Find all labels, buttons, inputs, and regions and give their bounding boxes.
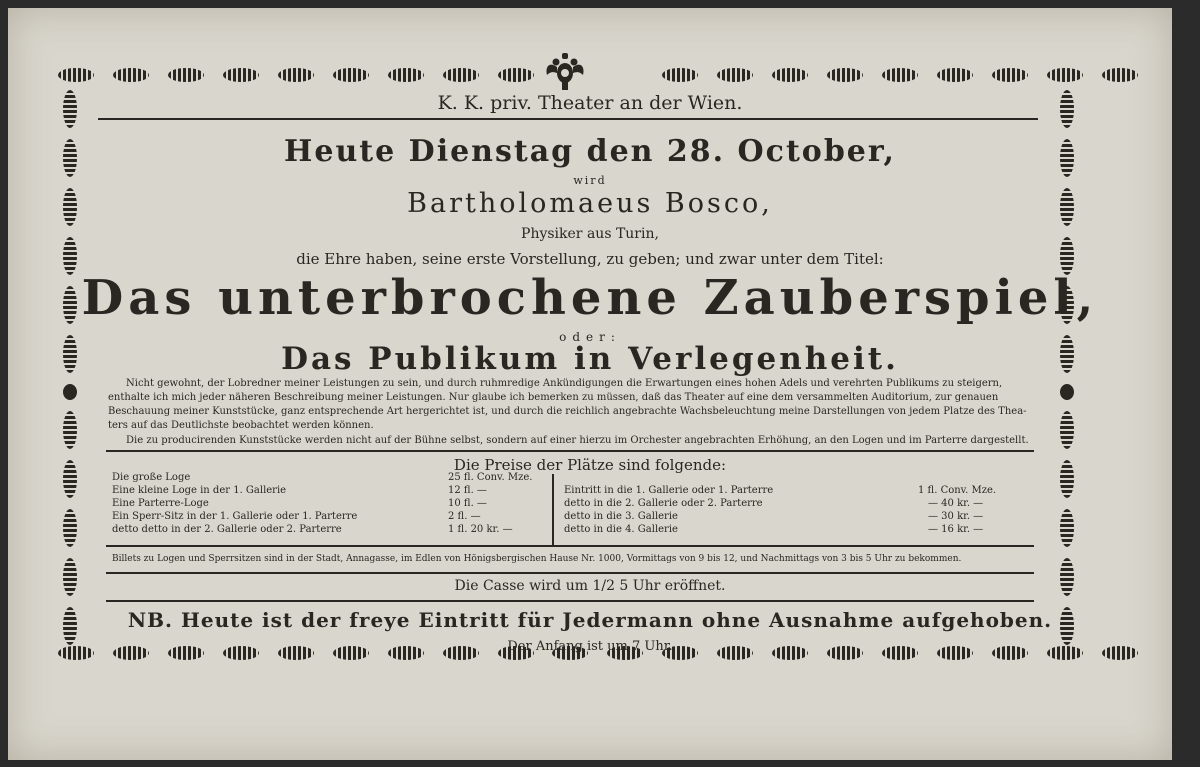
paragraph-line: ters auf das Deutlichste beobachtet werden können. (108, 420, 374, 431)
prices-column-divider (552, 474, 554, 546)
date-line: Heute Dienstag den 28. October, (284, 134, 896, 169)
start-time: Der Anfang ist um 7 Uhr. (507, 639, 673, 654)
wird-text: wird (573, 174, 607, 187)
divider-rule (106, 450, 1034, 452)
divider-rule (98, 118, 1038, 120)
price-left-value: 2 fl. — (448, 511, 481, 522)
profession-text: Physiker aus Turin, (521, 226, 659, 242)
intro-text: die Ehre haben, seine erste Vorstellung, zu geben; und zwar unter dem Titel: (296, 250, 884, 268)
ticket-info: Billets zu Logen und Sperrsitzen sind in der Stadt, Annagasse, im Edlen von Hönigsbergischen Hause Nr. 1000, Vormittags von 9 bis 12, und Nachmittags von 3 bis 5 Uhr zu bekommen. (112, 554, 962, 564)
theater-name: K. K. priv. Theater an der Wien. (437, 92, 743, 114)
divider-rule (106, 600, 1034, 602)
divider-rule (106, 545, 1034, 547)
divider-rule (106, 572, 1034, 574)
price-left-value: 10 fl. — (448, 498, 487, 509)
price-left-label: Die große Loge (112, 472, 191, 483)
price-left-value: 25 fl. Conv. Mze. (448, 472, 533, 483)
oder-text: oder: (559, 330, 621, 344)
show-title: Das unterbrochene Zauberspiel, (81, 270, 1099, 326)
paragraph-line: enthalte ich mich jeder näheren Beschreibung meiner Leistungen. Nur glaube ich bemerken zu müssen, daß das Theater auf eine dem versammelten Auditorium, zur genauen (108, 392, 999, 403)
show-subtitle: Das Publikum in Verlegenheit. (281, 341, 899, 377)
price-left-label: detto detto in der 2. Gallerie oder 2. Parterre (112, 524, 342, 535)
price-left-value: 12 fl. — (448, 485, 487, 496)
prices-heading: Die Preise der Plätze sind folgende: (453, 456, 727, 474)
price-left-label: Eine kleine Loge in der 1. Gallerie (112, 485, 287, 496)
price-right-value: 1 fl. Conv. Mze. (918, 485, 997, 496)
paragraph-line: Beschauung meiner Kunststücke, ganz entsprechende Art hergerichtet ist, und durch die reichlich angebrachte Wachsbeleuchtung meine Darstellungen von jedem Platze des Thea- (108, 406, 1027, 417)
price-left-label: Ein Sperr-Sitz in der 1. Gallerie oder 1. Parterre (112, 511, 358, 522)
box-office-time: Die Casse wird um 1/2 5 Uhr eröffnet. (454, 578, 726, 594)
price-left-value: 1 fl. 20 kr. — (448, 524, 513, 535)
price-right-label: detto in die 2. Gallerie oder 2. Parterre (564, 498, 763, 509)
playbill (8, 8, 1172, 760)
price-right-value: — 16 kr. — (928, 524, 984, 535)
price-left-label: Eine Parterre-Loge (112, 498, 209, 509)
staging-note: Die zu producirenden Kunststücke werden nicht auf der Bühne selbst, sondern auf einer hierzu im Orchester angebrachten Erhöhung, an den Logen und im Parterre dargestellt. (126, 435, 1029, 446)
top-ornament-border (58, 68, 1138, 82)
price-right-label: detto in die 3. Gallerie (564, 511, 678, 522)
price-right-label: Eintritt in die 1. Gallerie oder 1. Parterre (564, 485, 774, 496)
price-right-label: detto in die 4. Gallerie (564, 524, 678, 535)
price-right-value: — 30 kr. — (928, 511, 984, 522)
price-right-value: — 40 kr. — (928, 498, 984, 509)
performer-name: Bartholomaeus Bosco, (407, 188, 773, 219)
paragraph-line: Nicht gewohnt, der Lobredner meiner Leistungen zu sein, und durch ruhmredige Ankündigungen die Erwartungen eines hohen Adels und verehrten Publikums zu steigern, (126, 378, 1003, 389)
nb-notice: NB. Heute ist der freye Eintritt für Jedermann ohne Ausnahme aufgehoben. (127, 608, 1053, 632)
